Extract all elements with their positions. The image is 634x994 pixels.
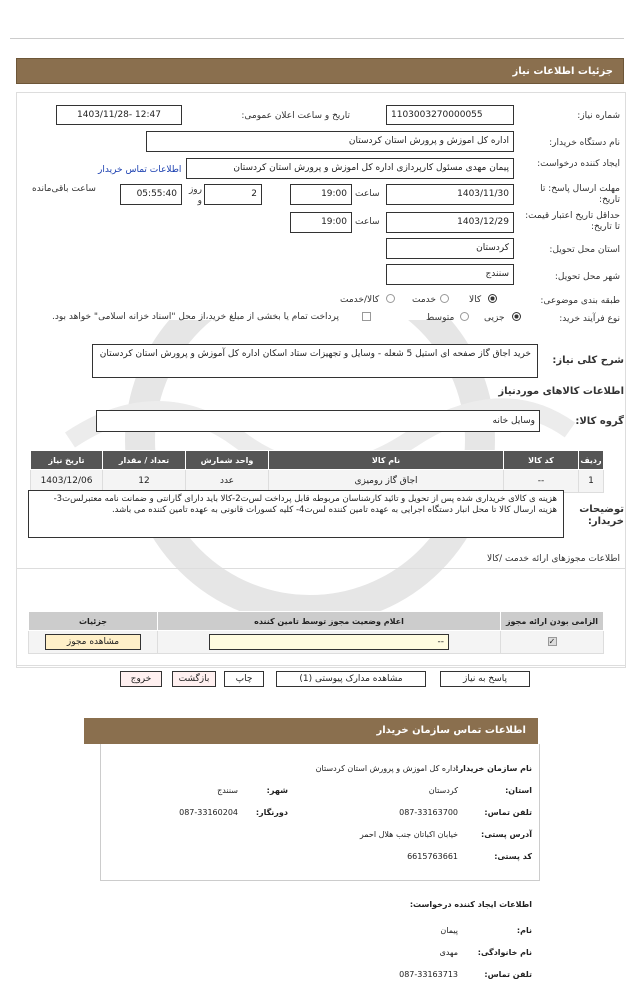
category-label: طبقه بندی موضوعی: [540, 296, 620, 306]
contact-province-label: استان: [505, 786, 532, 795]
licenses-table [28, 611, 604, 654]
cell-qty: 12 [103, 470, 186, 493]
buyer-org-field: اداره کل اموزش و پرورش استان کردستان [146, 131, 514, 152]
contact-postal-label: کد پستی: [494, 852, 532, 861]
details-cell [29, 631, 158, 654]
city-label: شهر محل تحویل: [554, 272, 620, 282]
deadline-time-label: ساعت [355, 189, 380, 199]
process-minor-label: جزیی [484, 313, 505, 323]
status-cell [158, 631, 501, 654]
contact-org: اداره کل اموزش و پرورش استان کردستان [315, 764, 458, 773]
city-field: سنندج [386, 264, 514, 285]
cell-code: -- [504, 470, 579, 493]
deadline-date-field: 1403/11/30 [386, 184, 514, 205]
category-radio-goods[interactable] [488, 294, 497, 303]
validity-time-field: 19:00 [290, 212, 352, 233]
contact-address-label: آدرس پستی: [481, 830, 532, 839]
need-number-label: شماره نیاز: [577, 111, 620, 121]
validity-label: حداقل تاریخ اعتبار قیمت: تا تاریخ: [525, 211, 620, 232]
col-qty: تعداد / مقدار [103, 451, 186, 470]
category-both-label: کالا/خدمت [340, 295, 380, 305]
contact-fax-label: دورنگار: [255, 808, 288, 817]
col-unit: واحد شمارش [186, 451, 269, 470]
goods-table [30, 450, 604, 493]
contact-address: خیابان اکباتان جنب هلال احمر [359, 830, 458, 839]
process-medium-label: متوسط [426, 313, 455, 323]
cell-date: 1403/12/06 [31, 470, 103, 493]
status-field: -- [209, 634, 449, 650]
creator-field: پیمان مهدی مسئول کارپردازی اداره کل اموزش و پرورش استان کردستان [186, 158, 514, 179]
contact-city-label: شهر: [266, 786, 288, 795]
top-divider [10, 38, 624, 39]
col-details: جزئیات [29, 612, 158, 631]
table-row [29, 631, 604, 654]
announce-label: تاریخ و ساعت اعلان عمومی: [241, 111, 350, 121]
contact-fax: 087-33160204 [179, 808, 238, 817]
need-number-field: 1103003270000055 [386, 105, 514, 125]
process-label: نوع فرآیند خرید: [559, 314, 620, 324]
page-title: جزئیات اطلاعات نیاز [16, 58, 624, 84]
process-radio-minor[interactable] [512, 312, 521, 321]
remaining-label: ساعت باقی‌مانده [32, 184, 96, 194]
col-row: ردیف [579, 451, 604, 470]
deadline-time-field: 19:00 [290, 184, 352, 205]
contact-org-label: نام سازمان خریدار: [455, 764, 532, 773]
buyer-contact-link[interactable]: اطلاعات تماس خریدار [98, 165, 182, 175]
exit-button[interactable]: خروج [120, 671, 162, 687]
creator-family-label: نام خانوادگی: [477, 948, 532, 957]
process-radio-medium[interactable] [460, 312, 469, 321]
category-service-label: خدمت [412, 295, 436, 305]
reply-button[interactable]: پاسخ به نیاز [440, 671, 530, 687]
contact-city: سنندج [217, 786, 238, 795]
province-field: کردستان [386, 238, 514, 259]
cell-name: اجاق گاز رومیزی [269, 470, 504, 493]
creator-phone-label: تلفن تماس: [484, 970, 532, 979]
col-name: نام کالا [269, 451, 504, 470]
buyer-notes-field: هزینه ی کالای خریداری شده پس از تحویل و تائید کارشناسان مربوطه قابل پرداخت لس‌ت2-کالا باید دارای گارانتی و ضمانت نامه معتبرلس‌ت3- هزینه ارسال کالا تا محل انبار دستگاه اجرایی به عهده تامین کننده لس‌ت4- کلیه کسورات قانونی به عهده تامین کننده می باشد. [28, 490, 564, 538]
category-radio-both[interactable] [386, 294, 395, 303]
col-status: اعلام وضعیت مجوز توسط تامین کننده [158, 612, 501, 631]
creator-info-title: اطلاعات ایجاد کننده درخواست: [409, 900, 532, 909]
col-required: الزامی بودن ارائه مجوز [501, 612, 604, 631]
days-label: روز و [188, 185, 202, 206]
attachments-button[interactable]: مشاهده مدارک پیوستی (1) [276, 671, 426, 687]
contact-province: کردستان [428, 786, 458, 795]
buyer-org-label: نام دستگاه خریدار: [549, 138, 620, 148]
treasury-checkbox[interactable] [362, 312, 371, 321]
print-button[interactable]: چاپ [224, 671, 264, 687]
summary-label: شرح کلی نیاز: [552, 355, 624, 366]
contact-phone: 087-33163700 [399, 808, 458, 817]
announce-field: 1403/11/28- 12:47 [56, 105, 182, 125]
goods-section-title: اطلاعات کالاهای موردنیاز [498, 386, 624, 397]
col-date: تاریخ نیاز [31, 451, 103, 470]
view-license-button[interactable]: مشاهده مجوز [45, 634, 141, 650]
summary-field: خرید اجاق گاز صفحه ای استیل 5 شعله - وسایل و تجهیزات ستاد اسکان اداره کل آموزش و پرورش استان کردستان [92, 344, 538, 378]
contact-postal: 6615763661 [407, 852, 458, 861]
buyer-notes-label: توضیحات خریدار: [579, 504, 624, 527]
category-goods-label: کالا [469, 295, 482, 305]
required-checkbox: ✓ [548, 637, 556, 646]
goods-table-header [31, 451, 604, 470]
remaining-time-field: 05:55:40 [120, 184, 182, 205]
validity-time-label: ساعت [355, 217, 380, 227]
back-button[interactable]: بازگشت [172, 671, 216, 687]
cell-row: 1 [579, 470, 604, 493]
creator-family: مهدی [439, 948, 458, 957]
creator-name-label: نام: [516, 926, 532, 935]
goods-group-label: گروه کالا: [575, 416, 624, 427]
cell-unit: عدد [186, 470, 269, 493]
licenses-table-header [29, 612, 604, 631]
days-field: 2 [204, 184, 262, 205]
creator-name: پیمان [440, 926, 458, 935]
payment-note: پرداخت تمام یا بخشی از مبلغ خرید،از محل "اسناد خزانه اسلامی" خواهد بود. [52, 312, 340, 322]
creator-label: ایجاد کننده درخواست: [537, 159, 620, 169]
deadline-label: مهلت ارسال پاسخ: تا تاریخ: [540, 184, 620, 205]
col-code: کد کالا [504, 451, 579, 470]
contact-title: اطلاعات تماس سازمان خریدار [84, 718, 538, 744]
required-cell [501, 631, 604, 654]
goods-group-field: وسایل خانه [96, 410, 540, 432]
province-label: استان محل تحویل: [549, 245, 620, 255]
contact-phone-label: تلفن تماس: [484, 808, 532, 817]
category-radio-service[interactable] [440, 294, 449, 303]
validity-date-field: 1403/12/29 [386, 212, 514, 233]
creator-phone: 087-33163713 [399, 970, 458, 979]
licenses-title: اطلاعات مجوزهای ارائه خدمت /کالا [486, 554, 620, 564]
